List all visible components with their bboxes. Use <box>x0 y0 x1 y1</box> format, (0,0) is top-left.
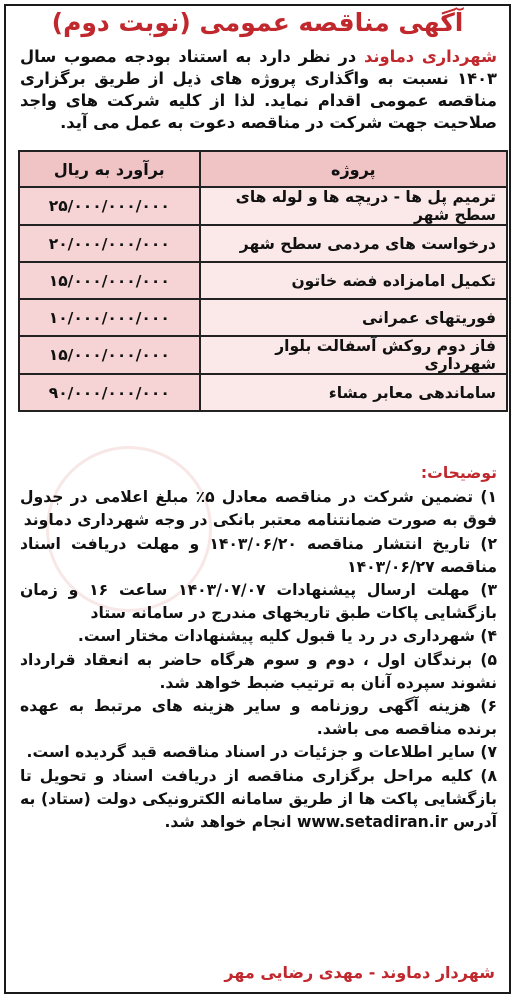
project-cost: ۲۰/۰۰۰/۰۰۰/۰۰۰ <box>19 225 200 262</box>
table-row <box>19 225 507 262</box>
table-header-row <box>19 151 507 187</box>
project-cost: ۹۰/۰۰۰/۰۰۰/۰۰۰ <box>19 374 200 411</box>
note-item: ۱) تضمین شرکت در مناقصه معادل ۵٪ مبلغ اعلامی در جدول فوق به صورت ضمانتنامه معتبر بانکی در وجه شهرداری دماوند <box>20 488 497 530</box>
cost-column-header: برآورد به ریال <box>19 151 200 187</box>
intro-text: در نظر دارد به استناد بودجه مصوب سال ۱۴۰۳ نسبت به واگذاری پروژه های ذیل از طریق برگزاری مناقصه عمومی اقدام نماید. لذا از کلیه شرکت های واجد صلاحیت جهت شرکت در مناقصه دعوت به عمل می آید. <box>20 47 497 132</box>
table-row <box>19 187 507 225</box>
project-cost: ۱۵/۰۰۰/۰۰۰/۰۰۰ <box>19 262 200 299</box>
notes-section <box>20 462 497 834</box>
intro-paragraph <box>20 46 497 134</box>
notice-frame <box>4 4 511 994</box>
notice-title: آگهی مناقصه عمومی (نوبت دوم) <box>51 8 464 37</box>
notes-heading: توضیحات: <box>420 464 497 482</box>
project-column-header: پروژه <box>200 151 507 187</box>
project-cost: ۱۵/۰۰۰/۰۰۰/۰۰۰ <box>19 336 200 374</box>
organization-name: شهرداری دماوند <box>363 47 497 66</box>
project-name: ترمیم پل ها - دریچه ها و لوله های سطح شهر <box>200 187 507 225</box>
project-name: ساماندهی معابر مشاء <box>200 374 507 411</box>
note-item: ۷) سایر اطلاعات و جزئیات در اسناد مناقصه قید گردیده است. <box>26 743 497 762</box>
note-item: ۵) برندگان اول ، دوم و سوم هرگاه حاضر به انعقاد قرارداد نشوند سپرده آنان به ترتیب ضبط خواهد شد. <box>20 650 497 692</box>
project-name: تکمیل امامزاده فضه خاتون <box>200 262 507 299</box>
table-row <box>19 262 507 299</box>
projects-table <box>18 150 508 412</box>
note-item: ۳) مهلت ارسال پیشنهادات ۱۴۰۳/۰۷/۰۷ ساعت ۱۶ و زمان بازگشایی پاکات طبق تاریخهای مندرج در سامانه ستاد <box>20 581 497 623</box>
note-item: ۴) شهرداری در رد یا قبول کلیه پیشنهادات مختار است. <box>77 627 497 646</box>
note-item: ۸) کلیه مراحل برگزاری مناقصه از دریافت اسناد و تحویل تا بازگشایی پاکت ها از طریق سامانه الکترونیکی دولت (ستاد) به آدرس www.setadiran.ir انجام خواهد شد. <box>20 766 497 832</box>
project-name: درخواست های مردمی سطح شهر <box>200 225 507 262</box>
project-cost: ۱۰/۰۰۰/۰۰۰/۰۰۰ <box>19 299 200 336</box>
note-item: ۶) هزینه آگهی روزنامه و سایر هزینه های مرتبط به عهده برنده مناقصه می باشد. <box>20 697 497 739</box>
project-name: فوریتهای عمرانی <box>200 299 507 336</box>
signature-line: شهردار دماوند - مهدی رضایی مهر <box>224 963 495 982</box>
project-cost: ۲۵/۰۰۰/۰۰۰/۰۰۰ <box>19 187 200 225</box>
table-row <box>19 374 507 411</box>
project-name: فاز دوم روکش آسفالت بلوار شهرداری <box>200 336 507 374</box>
table-row <box>19 299 507 336</box>
note-item: ۲) تاریخ انتشار مناقصه ۱۴۰۳/۰۶/۲۰ و مهلت دریافت اسناد مناقصه ۱۴۰۳/۰۶/۲۷ <box>20 534 497 576</box>
table-row <box>19 336 507 374</box>
